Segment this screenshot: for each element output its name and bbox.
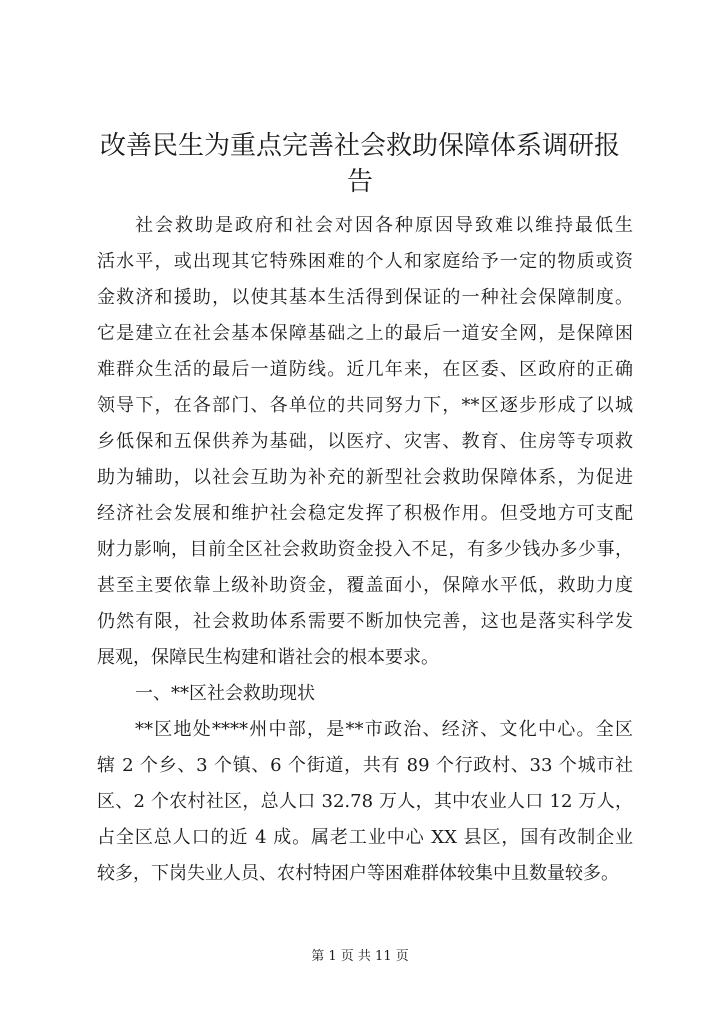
paragraph-line: **区地处****州中部，是**市政治、经济、文化中心。全区	[135, 719, 633, 740]
paragraph-line: 占全区总人口的近 4 成。属老工业中心 XX 县区，国有改制企业	[97, 827, 633, 848]
paragraph-line: 财力影响，目前全区社会救助资金投入不足，有多少钱办多少事，	[97, 539, 633, 560]
document-title-line-2: 告	[346, 167, 373, 197]
paragraph-line: 仍然有限，社会救助体系需要不断加快完善，这也是落实科学发	[97, 611, 633, 632]
paragraph-line: 经济社会发展和维护社会稳定发挥了积极作用。但受地方可支配	[97, 503, 633, 524]
paragraph-line: 助为辅助，以社会互助为补充的新型社会救助保障体系，为促进	[97, 467, 633, 488]
document-title-line-1: 改善民生为重点完善社会救助保障体系调研报	[99, 131, 620, 161]
paragraph-line: 辖 2 个乡、3 个镇、6 个街道，共有 89 个行政村、33 个城市社	[97, 755, 633, 776]
paragraph-line: 乡低保和五保供养为基础，以医疗、灾害、教育、住房等专项救	[97, 431, 633, 452]
paragraph-line: 社会救助是政府和社会对因各种原因导致难以维持最低生	[135, 215, 633, 236]
paragraph-line: 区、2 个农村社区，总人口 32.78 万人，其中农业人口 12 万人，	[97, 791, 633, 812]
paragraph-line: 领导下，在各部门、各单位的共同努力下，**区逐步形成了以城	[97, 395, 633, 416]
paragraph-line: 活水平，或出现其它特殊困难的个人和家庭给予一定的物质或资	[97, 251, 633, 272]
paragraph-line: 金救济和援助，以使其基本生活得到保证的一种社会保障制度。	[97, 287, 633, 308]
paragraph-line: 较多，下岗失业人员、农村特困户等困难群体较集中且数量较多。	[97, 863, 619, 884]
paragraph-line: 展观，保障民生构建和谐社会的根本要求。	[97, 647, 439, 668]
paragraph-line: 它是建立在社会基本保障基础之上的最后一道安全网，是保障困	[97, 323, 633, 344]
paragraph-line: 甚至主要依靠上级补助资金，覆盖面小，保障水平低，救助力度	[97, 575, 633, 596]
page-footer: 第 1 页 共 11 页	[311, 949, 409, 964]
document-body	[97, 208, 633, 892]
paragraph-line: 难群众生活的最后一道防线。近几年来，在区委、区政府的正确	[97, 359, 633, 380]
section-heading: 一、**区社会救助现状	[135, 683, 315, 704]
